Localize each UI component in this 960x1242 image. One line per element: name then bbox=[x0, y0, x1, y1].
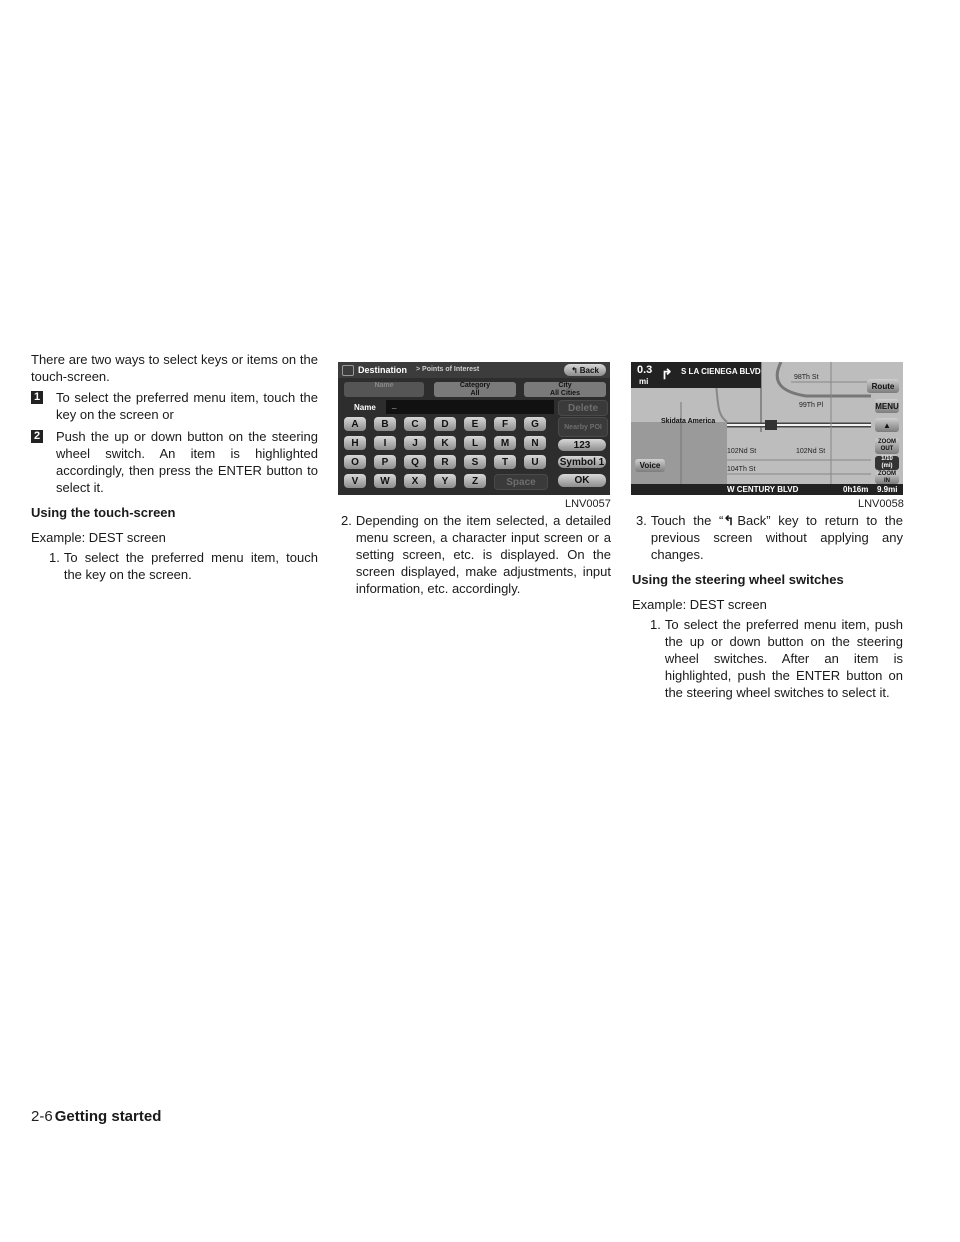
key-label: V bbox=[351, 475, 359, 487]
intro-paragraph: There are two ways to select keys or items on the touch-screen. bbox=[31, 352, 318, 384]
street-label: 104Th St bbox=[727, 466, 756, 473]
step-item bbox=[650, 616, 903, 701]
turn-distance-unit: mi bbox=[639, 377, 649, 386]
key-n[interactable] bbox=[524, 436, 546, 450]
back-label: Back bbox=[579, 365, 599, 375]
step-text-post: Back” key to return to the previous screen without applying any changes. bbox=[650, 513, 903, 562]
example-label: Example: DEST screen bbox=[632, 597, 767, 612]
name-input-value: _ bbox=[392, 401, 397, 410]
back-button[interactable] bbox=[564, 364, 606, 376]
key-label: T bbox=[501, 456, 509, 468]
step-item bbox=[341, 512, 611, 597]
column-3 bbox=[632, 512, 903, 701]
key-s[interactable] bbox=[464, 455, 486, 469]
key-a[interactable] bbox=[344, 417, 366, 431]
step-item bbox=[636, 512, 903, 563]
key-f[interactable] bbox=[494, 417, 516, 431]
key-b[interactable] bbox=[374, 417, 396, 431]
badge-1: 1 bbox=[31, 391, 43, 404]
figure-map-screen bbox=[631, 362, 903, 495]
step-number: 1. bbox=[650, 617, 661, 632]
key-label: K bbox=[441, 437, 449, 449]
key-label: O bbox=[351, 456, 359, 468]
menu-label: MENU bbox=[875, 401, 899, 411]
tab-city-value: All Cities bbox=[550, 390, 580, 397]
ok-button[interactable] bbox=[558, 474, 606, 487]
tab-city[interactable] bbox=[524, 382, 606, 397]
badge-2: 2 bbox=[31, 430, 43, 443]
list-item-text: To select the preferred menu item, touch the key on the screen or bbox=[56, 390, 318, 422]
header-title: Destination bbox=[358, 365, 408, 375]
key-e[interactable] bbox=[464, 417, 486, 431]
voice-label: Voice bbox=[639, 461, 661, 470]
zoom-in-label: ZOOM IN bbox=[878, 471, 896, 484]
name-label: Name bbox=[354, 403, 376, 412]
tab-category[interactable] bbox=[434, 382, 516, 397]
key-label: M bbox=[500, 437, 510, 449]
current-street: W CENTURY BLVD bbox=[727, 485, 799, 494]
key-label: B bbox=[381, 418, 389, 430]
key-t[interactable] bbox=[494, 455, 516, 469]
key-label: Q bbox=[411, 456, 419, 468]
name-input[interactable] bbox=[386, 400, 554, 414]
route-button[interactable] bbox=[867, 379, 899, 393]
status-bar bbox=[631, 484, 903, 495]
voice-button[interactable] bbox=[635, 459, 665, 472]
tab-city-label: City bbox=[558, 382, 572, 389]
heading-button[interactable] bbox=[875, 418, 899, 432]
back-icon: ↰ bbox=[723, 513, 735, 528]
step-number: 3. bbox=[636, 513, 647, 528]
key-o[interactable] bbox=[344, 455, 366, 469]
key-label: Y bbox=[441, 475, 449, 487]
turn-right-arrow-icon: ↱ bbox=[661, 366, 673, 382]
space-button[interactable] bbox=[494, 474, 548, 490]
key-label: C bbox=[411, 418, 419, 430]
delete-button[interactable] bbox=[558, 400, 608, 416]
key-g[interactable] bbox=[524, 417, 546, 431]
key-z[interactable] bbox=[464, 474, 486, 488]
nearby-poi-label: Nearby POI bbox=[564, 423, 602, 431]
list-item-text: Push the up or down button on the steering wheel switch. An item is highlighted accordingly, then press the ENTER button to select it. bbox=[56, 429, 318, 495]
street-label: 102Nd St bbox=[796, 448, 826, 455]
key-label: X bbox=[411, 475, 419, 487]
step-text: To select the preferred menu item, touch the key on the screen. bbox=[63, 550, 318, 582]
key-j[interactable] bbox=[404, 436, 426, 450]
key-u[interactable] bbox=[524, 455, 546, 469]
list-item bbox=[31, 428, 318, 496]
street-label: 102Nd St bbox=[727, 448, 757, 455]
heading-steering-switches: Using the steering wheel switches bbox=[632, 572, 844, 587]
ok-label: OK bbox=[574, 475, 590, 486]
step-number: 1. bbox=[49, 550, 60, 565]
key-d[interactable] bbox=[434, 417, 456, 431]
key-v[interactable] bbox=[344, 474, 366, 488]
back-arrow-icon: ↰ bbox=[571, 365, 578, 375]
figure-id: LNV0057 bbox=[565, 498, 611, 510]
key-label: I bbox=[383, 437, 387, 449]
key-q[interactable] bbox=[404, 455, 426, 469]
figure-id: LNV0058 bbox=[858, 498, 904, 510]
key-label: R bbox=[441, 456, 449, 468]
key-label: A bbox=[351, 418, 359, 430]
nearby-poi-button[interactable] bbox=[558, 417, 608, 437]
street-label: 98Th St bbox=[794, 374, 819, 381]
list-item bbox=[31, 389, 318, 423]
key-i[interactable] bbox=[374, 436, 396, 450]
key-label: H bbox=[351, 437, 359, 449]
step-text-pre: Touch the “ bbox=[650, 513, 724, 528]
remaining-distance: 9.9mi bbox=[877, 485, 898, 494]
menu-button[interactable] bbox=[875, 399, 899, 413]
header-subtitle: > Points of Interest bbox=[416, 366, 480, 373]
map-scale-label: 1/10 (mi) bbox=[881, 456, 893, 469]
symbol-label: Symbol 1 bbox=[559, 456, 605, 468]
key-r[interactable] bbox=[434, 455, 456, 469]
step-text: Depending on the item selected, a detailed menu screen, a character input screen or a setting screen, etc. is displayed. On the screen displayed, make adjustments, input information, etc. accordingly. bbox=[355, 513, 611, 596]
delete-label: Delete bbox=[567, 402, 598, 414]
zoom-out-button[interactable] bbox=[875, 438, 899, 454]
key-l[interactable] bbox=[464, 436, 486, 450]
key-label: U bbox=[531, 456, 539, 468]
key-label: S bbox=[471, 456, 479, 468]
key-label: G bbox=[531, 418, 539, 430]
page-footer bbox=[31, 1108, 161, 1125]
street-label: 99Th Pl bbox=[799, 402, 824, 409]
key-label: P bbox=[381, 456, 389, 468]
route-label: Route bbox=[871, 381, 895, 391]
key-label: J bbox=[412, 437, 418, 449]
key-w[interactable] bbox=[374, 474, 396, 488]
column-2 bbox=[341, 512, 611, 597]
key-label: Z bbox=[471, 475, 479, 487]
symbol-button[interactable] bbox=[558, 456, 606, 468]
destination-icon bbox=[342, 365, 354, 376]
key-label: F bbox=[501, 418, 509, 430]
eta: 0h16m bbox=[843, 485, 869, 494]
numbers-label: 123 bbox=[573, 439, 591, 451]
step-item bbox=[49, 549, 318, 583]
step-text: To select the preferred menu item, push the up or down button on the steering wheel switches. After an item is highlighted, push the ENTER button on the steering wheel switches to select it. bbox=[664, 617, 903, 700]
key-label: E bbox=[471, 418, 479, 430]
north-up-icon: ▲ bbox=[883, 420, 891, 430]
step-text bbox=[651, 512, 903, 563]
key-c[interactable] bbox=[404, 417, 426, 431]
page-number: 2-6 bbox=[31, 1108, 53, 1125]
zoom-out-label: ZOOM OUT bbox=[878, 439, 896, 452]
tab-category-value: All bbox=[470, 390, 480, 397]
key-p[interactable] bbox=[374, 455, 396, 469]
key-m[interactable] bbox=[494, 436, 516, 450]
key-k[interactable] bbox=[434, 436, 456, 450]
key-h[interactable] bbox=[344, 436, 366, 450]
key-x[interactable] bbox=[404, 474, 426, 488]
turn-info-box bbox=[631, 362, 761, 388]
key-y[interactable] bbox=[434, 474, 456, 488]
space-label: Space bbox=[506, 476, 536, 488]
poi-label: Skidata America bbox=[661, 418, 716, 425]
zoom-in-button[interactable] bbox=[875, 472, 899, 484]
key-label: L bbox=[471, 437, 479, 449]
key-label: N bbox=[531, 437, 539, 449]
tab-category-label: Category bbox=[459, 382, 491, 389]
key-label: D bbox=[441, 418, 449, 430]
step-number: 2. bbox=[341, 513, 352, 528]
tab-name[interactable] bbox=[344, 382, 424, 397]
column-1 bbox=[31, 351, 318, 583]
figure-keyboard-screen bbox=[338, 362, 610, 495]
turn-distance: 0.3 bbox=[637, 364, 653, 376]
section-title: Getting started bbox=[54, 1108, 162, 1125]
map-scale bbox=[875, 456, 899, 470]
key-label: W bbox=[380, 475, 390, 487]
numbers-button[interactable] bbox=[558, 439, 606, 451]
heading-touch-screen: Using the touch-screen bbox=[31, 505, 176, 520]
next-street: S LA CIENEGA BLVD bbox=[681, 367, 761, 376]
example-label: Example: DEST screen bbox=[31, 530, 166, 545]
tab-name-label: Name bbox=[374, 382, 394, 389]
